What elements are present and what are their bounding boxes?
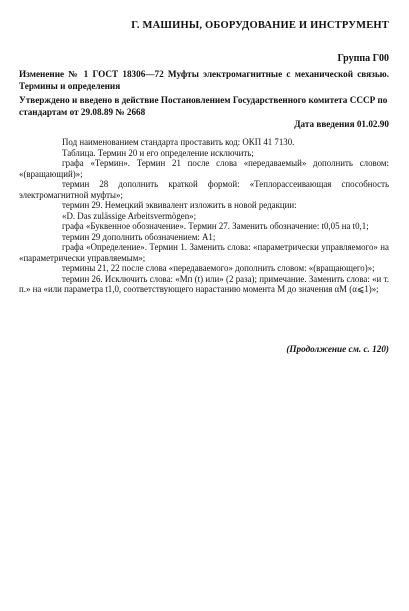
- section-header: Г. МАШИНЫ, ОБОРУДОВАНИЕ И ИНСТРУМЕНТ: [131, 20, 389, 31]
- paragraph: термин 29. Немецкий эквивалент изложить в новой редакции:: [62, 200, 297, 210]
- paragraph: термин 29 дополнить обозначением: A1;: [62, 231, 216, 242]
- paragraph: Под наименованием стандарта проставить код: ОКП 41 7130.: [62, 137, 295, 147]
- group-code: Группа Г00: [337, 53, 389, 64]
- paragraph: термин 28 дополнить краткой формой: «Теплорассеивающая способность электромагнитной муфты»;: [19, 179, 389, 200]
- change-title: Изменение № 1 ГОСТ 18306—72 Муфты электромагнитные с механической связью. Термины и определения: [19, 69, 389, 91]
- paragraph: «D. Das zulässige Arbeitsvermögen»;: [62, 210, 197, 221]
- continuation-note: (Продолжение см. с. 120): [286, 344, 389, 354]
- paragraph: термин 26. Исключить слова: «Mп (t) или» (2 раза); примечание. Заменить слова: «и т. п.» на «или параметра t1,0, соответствующего нарастанию момента M до значения αM (α⩽1)»;: [19, 273, 389, 294]
- change-body: [19, 137, 389, 295]
- approval-statement: Утверждено и введено в действие Постановлением Государственного комитета СССР по стандартам от 29.08.89 № 2668: [19, 95, 388, 117]
- paragraph: термины 21, 22 после слова «передаваемого» дополнить словом: «(вращающего)»;: [62, 263, 375, 273]
- paragraph: графа «Буквенное обозначение». Термин 27. Заменить обозначение: t0,05 на t0,1;: [62, 221, 369, 231]
- paragraph: Таблица. Термин 20 и его определение исключить;: [62, 147, 254, 158]
- introduction-date: Дата введения 01.02.90: [294, 119, 389, 129]
- paragraph: графа «Определение». Термин 1. Заменить слова: «параметрически управляемого» на «параметрически управляемым»;: [19, 242, 389, 263]
- paragraph: графа «Термин». Термин 21 после слова «передаваемый» дополнить словом: «(вращающий)»;: [19, 158, 389, 179]
